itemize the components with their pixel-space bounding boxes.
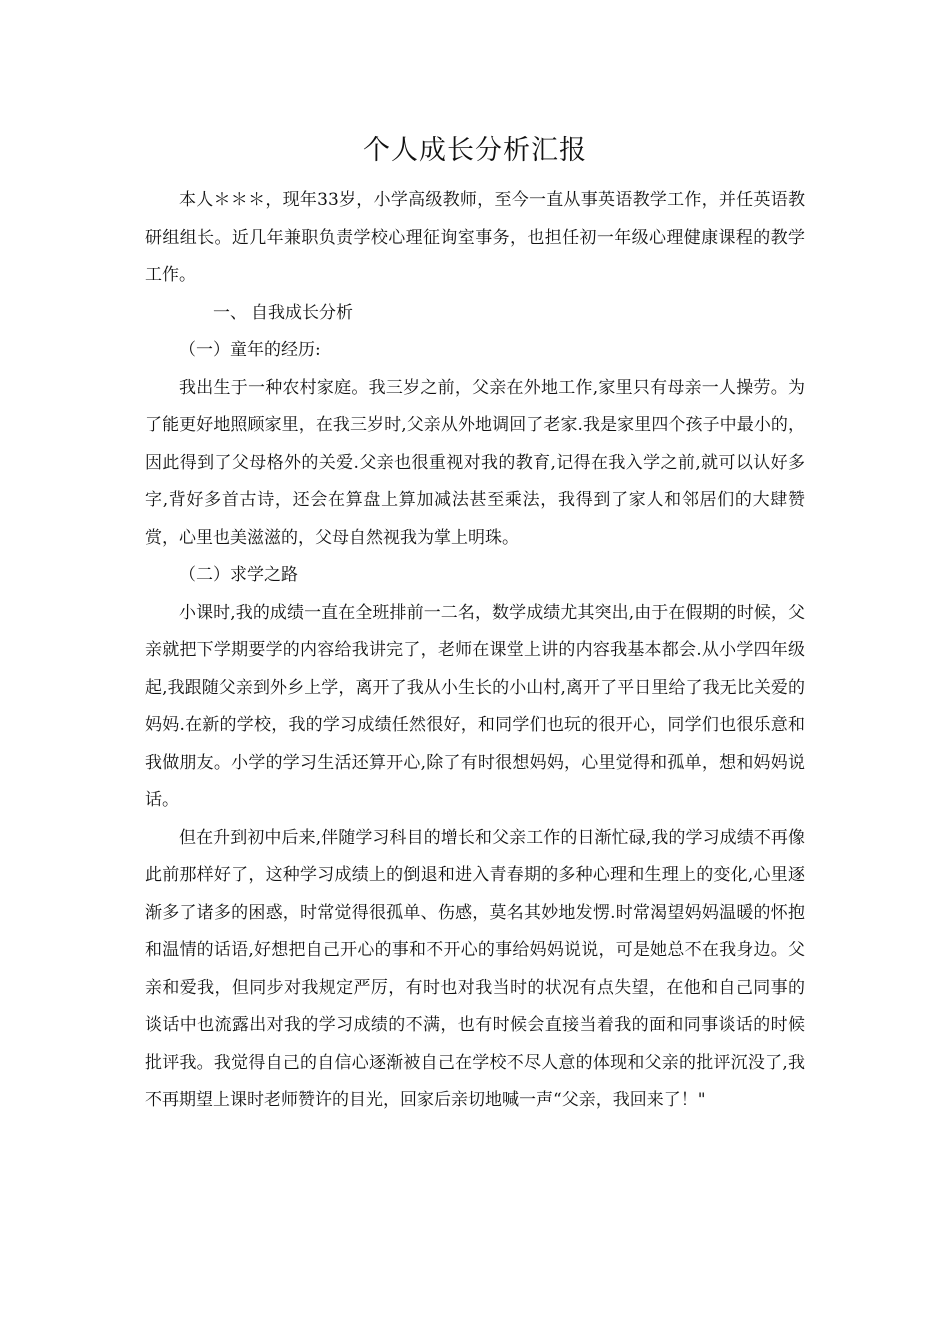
subsection-heading-study: （二）求学之路 [179,565,298,585]
study-paragraph-primary: 小课时,我的成绩一直在全班排前一二名，数学成绩尤其突出,由于在假期的时候，父亲就把下学期要学的内容给我讲完了，老师在课堂上讲的内容我基本都会.从小学四年级起,我跟随父亲到外乡上学，离开了我从小生长的小山村,离开了平日里给了我无比关爱的妈妈.在新的学校，我的学习成绩任然很好，和同学们也玩的很开心，同学们也很乐意和我做朋友。小学的学习生活还算开心,除了有时很想妈妈，心里觉得和孤单，想和妈妈说话。 [145,602,805,810]
study-paragraph-middle-school: 但在升到初中后来,伴随学习科目的增长和父亲工作的日渐忙碌,我的学习成绩不再像此前那样好了，这种学习成绩上的倒退和进入青春期的多种心理和生理上的变化,心里逐渐多了诸多的困惑，时常觉得很孤单、伤感，莫名其妙地发愣.时常渴望妈妈温暖的怀抱和温情的话语,好想把自己开心的事和不开心的事给妈妈说说，可是她总不在我身边。父亲和爱我，但同步对我规定严厉，有时也对我当时的状况有点失望，在他和自己同事的谈话中也流露出对我的学习成绩的不满，也有时候会直接当着我的面和同事谈话的时候批评我。我觉得自己的自信心逐渐被自己在学校不尽人意的体现和父亲的批评沉没了,我不再期望上课时老师赞许的目光，回家后亲切地喊一声“父亲，我回来了！" [145,827,805,1110]
section-title: 自我成长分析 [251,302,353,323]
section-number: 一、 [213,302,247,323]
document-body [145,182,805,1120]
section-heading-self-growth [145,295,805,333]
intro-paragraph: 本人＊＊＊，现年33岁，小学高级教师，至今一直从事英语教学工作，并任英语教研组组长。近几年兼职负责学校心理征询室事务，也担任初一年级心理健康课程的教学工作。 [145,190,805,285]
subsection-heading-childhood: （一）童年的经历: [179,340,321,360]
childhood-paragraph: 我出生于一种农村家庭。我三岁之前，父亲在外地工作,家里只有母亲一人操劳。为了能更好地照顾家里，在我三岁时,父亲从外地调回了老家.我是家里四个孩子中最小的，因此得到了父母格外的关爱.父亲也很重视对我的教育,记得在我入学之前,就可以认好多字,背好多首古诗，还会在算盘上算加减法甚至乘法，我得到了家人和邻居们的大肆赞赏，心里也美滋滋的，父母自然视我为掌上明珠。 [145,377,805,548]
document-title: 个人成长分析汇报 [363,135,587,166]
